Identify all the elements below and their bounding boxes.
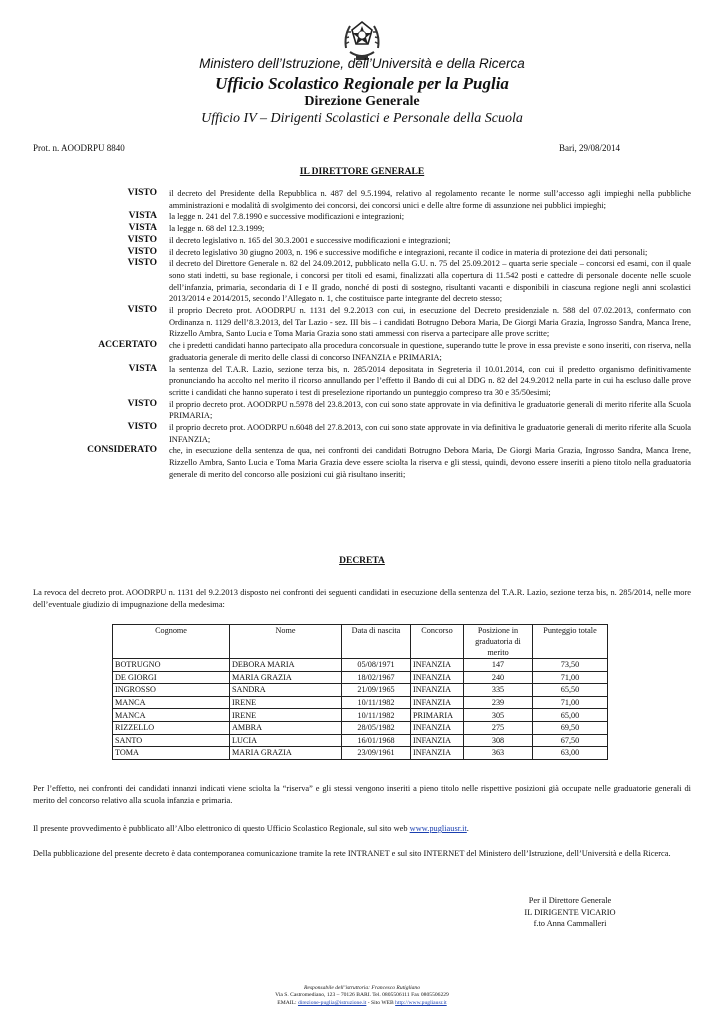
footer-contacts: [0, 1000, 724, 1007]
cell-position: 363: [464, 747, 533, 760]
premise-text: la legge n. 241 del 7.8.1990 e successive modificazioni e integrazioni;: [169, 212, 405, 222]
footer-address: Via S. Castromediano, 123 – 70126 BARI. Tel. 0805506111 Fax 0805506229: [275, 992, 449, 999]
premise-label: VISTO: [127, 398, 157, 409]
cell-birthdate: 10/11/1982: [342, 696, 411, 709]
cell-surname: MANCA: [113, 709, 230, 722]
column-header: Punteggio totale: [533, 625, 608, 659]
signature-line-2: IL DIRIGENTE VICARIO: [524, 907, 616, 917]
cell-score: 69,50: [533, 721, 608, 734]
premise-item: [33, 235, 691, 247]
cell-surname: MANCA: [113, 696, 230, 709]
premise-text: che, in esecuzione della sentenza de qua, nei confronti dei candidati Botrugno Debora Maria, De Giorgi Maria Grazia, Ingrosso Sandra, Manca Irene, Rizzello Ambra, Santo Lucia e Toma Maria Grazia deve essere sciolta la riserva e gli stessi, quindi, devono essere inseriti a pieno titolo nella graduatoria generale di merito del concorso alle posizioni cui già risultano inseriti;: [169, 446, 691, 479]
cell-name: IRENE: [230, 709, 342, 722]
cell-contest: INFANZIA: [411, 747, 464, 760]
cell-name: DEBORA MARIA: [230, 659, 342, 672]
premise-text: la legge n. 68 del 12.3.1999;: [169, 224, 265, 234]
cell-surname: TOMA: [113, 747, 230, 760]
signature-line-3: f.to Anna Cammalleri: [533, 919, 607, 928]
page-footer: [0, 985, 724, 1007]
premise-text: il decreto legislativo n. 165 del 30.3.2001 e successive modificazioni e integrazioni;: [169, 235, 451, 245]
decree-heading: DECRETA: [339, 556, 385, 566]
cell-position: 335: [464, 684, 533, 697]
cell-name: LUCIA: [230, 734, 342, 747]
table-row: [113, 696, 608, 709]
cell-score: 71,00: [533, 671, 608, 684]
cell-position: 305: [464, 709, 533, 722]
cell-score: 65,00: [533, 709, 608, 722]
protocol-number: Prot. n. AOODRPU 8840: [33, 143, 125, 153]
premise-item: [33, 211, 691, 223]
premise-label: VISTO: [127, 188, 157, 198]
document-title: IL DIRETTORE GENERALE: [299, 167, 425, 177]
publication-end: .: [466, 824, 469, 833]
cell-contest: INFANZIA: [411, 696, 464, 709]
table-row: [113, 747, 608, 760]
cell-position: 308: [464, 734, 533, 747]
cell-position: 275: [464, 721, 533, 734]
office-name: Ufficio Scolastico Regionale per la Puglia: [215, 74, 509, 93]
premise-text: il decreto del Presidente della Repubblica n. 487 del 9.5.1994, relativo al regolamento recante le norme sull’accesso agli impieghi nella pubbliche amministrazioni e modalità di svolgimento dei concorsi, dei concorsi unici e delle altre forme di assunzione nei pubblici impieghi;: [169, 189, 691, 210]
table-row: [113, 734, 608, 747]
cell-contest: INFANZIA: [411, 684, 464, 697]
cell-birthdate: 10/11/1982: [342, 709, 411, 722]
cell-contest: INFANZIA: [411, 671, 464, 684]
signature-line-1: Per il Direttore Generale: [528, 896, 612, 905]
footer-email-label: EMAIL:: [277, 999, 298, 1006]
premise-text: la sentenza del T.A.R. Lazio, sezione terza bis, n. 285/2014 depositata in Segreteria il 10.01.2014, con cui il predetto organismo definitivamente pronunciando ha accolto nel merito il ricorso annullando per l’effetto il Bando di cui al DDG n. 82 del 24.9.2012 nella parte in cui ha escluso dalle prove scritte i candidati che hanno superato i test di preselezione riportando un punteggio compreso tra 30 e 35/50esimi;: [169, 364, 691, 397]
premise-item: [33, 399, 691, 422]
column-header: Data di nascita: [342, 625, 411, 659]
cell-birthdate: 18/02/1967: [342, 671, 411, 684]
table-row: [113, 671, 608, 684]
column-header: Nome: [230, 625, 342, 659]
premises-list: [33, 188, 691, 481]
premise-label: ACCERTATO: [98, 340, 157, 351]
cell-name: AMBRA: [230, 721, 342, 734]
division-name: Ufficio IV – Dirigenti Scolastici e Personale della Scuola: [201, 111, 523, 126]
cell-surname: DE GIORGI: [113, 671, 230, 684]
cell-surname: INGROSSO: [113, 684, 230, 697]
cell-surname: BOTRUGNO: [113, 659, 230, 672]
premise-text: il proprio decreto prot. AOODRPU n.6048 del 27.8.2013, con cui sono state approvate in via definitiva le graduatorie generali di merito riferite alla Scuola INFANZIA;: [169, 423, 691, 444]
premise-label: VISTO: [127, 422, 157, 433]
footer-email-link[interactable]: direzione-puglia@istruzione.it: [297, 999, 367, 1006]
premise-label: VISTA: [128, 363, 157, 374]
table-row: [113, 721, 608, 734]
cell-contest: INFANZIA: [411, 721, 464, 734]
cell-name: IRENE: [230, 696, 342, 709]
table-row: [113, 709, 608, 722]
cell-score: 63,00: [533, 747, 608, 760]
document-date: Bari, 29/08/2014: [559, 143, 620, 153]
table-row: [113, 684, 608, 697]
premise-item: [33, 223, 691, 235]
premise-text: il decreto legislativo 30 giugno 2003, n. 196 e successive modifiche e integrazioni, recante il codice in materia di protezione dei dati personali;: [169, 247, 648, 257]
footer-web-label: - Sito WEB: [366, 999, 396, 1006]
footer-responsible: Responsabile dell’istruttoria: Francesco Rutigliano: [303, 985, 421, 991]
premise-text: che i predetti candidati hanno partecipato alla procedura concorsuale in questione, superando tutte le prove in essa previste e sono inseriti, con riserva, nella graduatoria generale di merito delle classi di concorso INFANZIA e PRIMARIA;: [169, 341, 691, 362]
premise-label: VISTA: [128, 211, 157, 222]
premise-item: [33, 188, 691, 211]
cell-contest: INFANZIA: [411, 734, 464, 747]
ministry-name: Ministero dell’Istruzione, dell’Università e della Ricerca: [199, 56, 525, 71]
effect-paragraph: Per l’effetto, nei confronti dei candidati innanzi indicati viene sciolta la “riserva” e gli stessi vengono inseriti a pieno titolo nelle rispettive posizioni già occupate nelle graduatorie generali di merito del concorso relativo alla scuola infanzia e primaria.: [33, 784, 691, 805]
premise-item: [33, 340, 691, 363]
cell-name: SANDRA: [230, 684, 342, 697]
column-header: Concorso: [411, 625, 464, 659]
publication-text: Il presente provvedimento è pubblicato all’Albo elettronico di questo Ufficio Scolastico Regionale, sul sito web: [33, 824, 410, 833]
cell-birthdate: 28/05/1982: [342, 721, 411, 734]
premise-item: [33, 305, 691, 340]
premise-item: [33, 364, 691, 399]
premise-label: VISTO: [127, 258, 157, 269]
premise-label: VISTO: [127, 234, 157, 245]
cell-surname: RIZZELLO: [113, 721, 230, 734]
candidates-table: [112, 624, 608, 760]
premise-item: [33, 247, 691, 259]
cell-score: 67,50: [533, 734, 608, 747]
premise-label: VISTO: [127, 305, 157, 316]
footer-web-link[interactable]: http://www.pugliausr.it: [395, 999, 447, 1006]
cell-position: 240: [464, 671, 533, 684]
premise-label: CONSIDERATO: [87, 445, 157, 456]
cell-contest: PRIMARIA: [411, 709, 464, 722]
signature-block: [500, 895, 640, 930]
premise-text: il decreto del Direttore Generale n. 82 del 24.09.2012, pubblicato nella G.U. n. 75 del 25.09.2012 – quarta serie speciale – concorsi ed esami, con il quale sono stati indetti, su base regionale, i concorsi per titoli ed esami, finalizzati alla copertura di 11.542 posti e cattedre di personale docente nelle scuole dell’infanzia, primaria, secondaria di I e II grado, nonché di posti di sostegno, risultanti vacanti e disponibili in ciascuna regione negli anni scolastici 2013/2014 e 2014/2015, secondo l’Allegato n. 1, che costituisce parte integrante del decreto stesso;: [169, 259, 691, 304]
premise-item: [33, 445, 691, 480]
cell-score: 65,50: [533, 684, 608, 697]
direction-name: Direzione Generale: [304, 94, 420, 109]
cell-birthdate: 21/09/1965: [342, 684, 411, 697]
cell-birthdate: 23/09/1961: [342, 747, 411, 760]
cell-name: MARIA GRAZIA: [230, 747, 342, 760]
cell-name: MARIA GRAZIA: [230, 671, 342, 684]
cell-birthdate: 05/08/1971: [342, 659, 411, 672]
website-link[interactable]: www.pugliausr.it: [409, 824, 467, 833]
premise-text: il proprio Decreto prot. AOODRPU n. 1131 del 9.2.2013 con cui, in esecuzione del Decreto presidenziale n. 588 del 07.02.2013, confermato con Ordinanza n. 1129 dell’8.3.2013, del Tar Lazio - sez. III bis – i candidati Botrugno Debora Maria, De Giorgi Maria Grazia, Ingrosso Sandra, Manca Irene, Rizzello Ambra, Santo Lucia e Toma Maria Grazia sono stati ammessi con riserva a partecipare alle prove scritte;: [169, 306, 691, 339]
cell-position: 147: [464, 659, 533, 672]
table-header-row: [113, 625, 608, 659]
communication-paragraph: Della pubblicazione del presente decreto è data contemporanea comunicazione tramite la rete INTRANET e sul sito INTERNET del Ministero dell’Istruzione, dell’Università e della Ricerca.: [33, 849, 671, 858]
cell-contest: INFANZIA: [411, 659, 464, 672]
publication-paragraph: [33, 823, 691, 835]
premise-text: il proprio decreto prot. AOODRPU n.5978 del 23.8.2013, con cui sono state approvate in via definitiva le graduatorie generali di merito riferite alla Scuola PRIMARIA;: [169, 399, 691, 421]
cell-score: 73,50: [533, 659, 608, 672]
premise-item: [33, 258, 691, 305]
premise-item: [33, 422, 691, 445]
cell-score: 71,00: [533, 696, 608, 709]
cell-position: 239: [464, 696, 533, 709]
column-header: Cognome: [113, 625, 230, 659]
cell-birthdate: 16/01/1968: [342, 734, 411, 747]
premise-label: VISTA: [128, 223, 157, 234]
column-header: Posizione in graduatoria di merito: [464, 625, 533, 659]
table-row: [113, 659, 608, 672]
premise-label: VISTO: [127, 246, 157, 257]
revocation-paragraph: La revoca del decreto prot. AOODRPU n. 1131 del 9.2.2013 disposto nei confronti dei seguenti candidati in esecuzione della sentenza del T.A.R. Lazio, sezione terza bis, n. 285/2014, nelle more dell’eventuale giudizio di impugnazione della medesima:: [33, 588, 691, 609]
cell-surname: SANTO: [113, 734, 230, 747]
